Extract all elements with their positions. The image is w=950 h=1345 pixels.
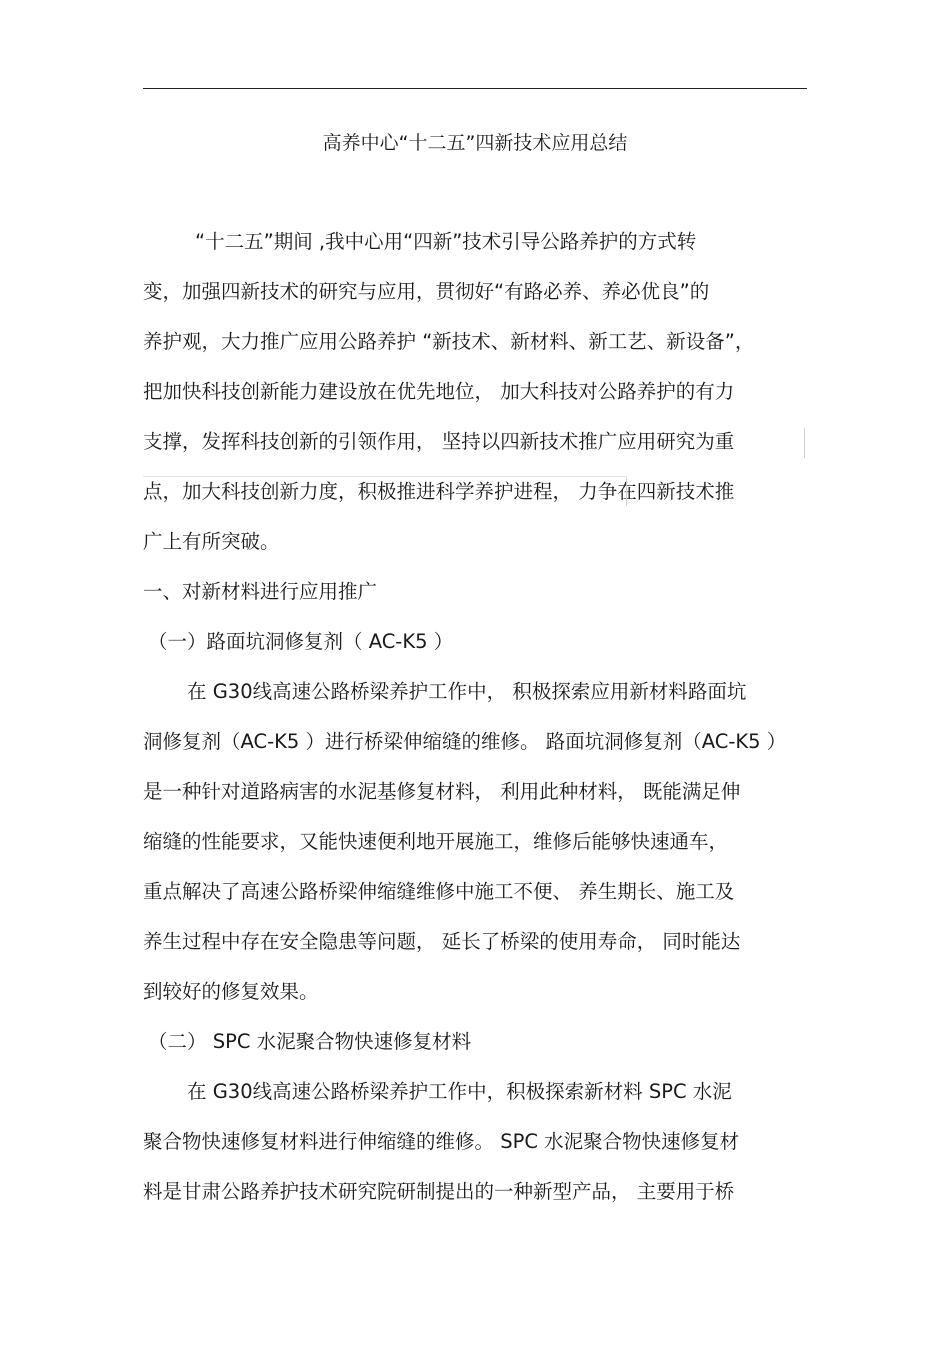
body-line-16: 聚合物快速修复材料进行伸缩缝的维修。 SPC 水泥聚合物快速修复材 [143,1130,740,1153]
body-line-3: 养护观，大力推广应用公路养护 “新技术、新材料、新工艺、新设备”， [143,330,755,353]
body-line-5: 支撑，发挥科技创新的引领作用， 坚持以四新技术推广应用研究为重 [143,430,735,453]
scan-edge-mark [626,478,627,506]
body-line-11: 缩缝的性能要求，又能快速便利地开展施工，维修后能够快速通车， [143,830,729,853]
body-line-2: 变，加强四新技术的研究与应用，贯彻好“有路必养、养必优良”的 [143,280,710,303]
subsection-heading-2: （二） SPC 水泥聚合物快速修复材料 [148,1030,472,1053]
document-title: 高养中心“十二五”四新技术应用总结 [322,132,628,154]
body-line-12: 重点解决了高速公路桥梁伸缩缝维修中施工不便、 养生期长、施工及 [143,880,735,903]
section-heading-1: 一、对新材料进行应用推广 [143,580,378,603]
body-line-6: 点，加大科技创新力度，积极推进科学养护进程， 力争在四新技术推 [143,480,735,503]
header-rule [143,88,807,89]
body-line-9: 洞修复剂（AC-K5 ）进行桥梁伸缩缝的维修。 路面坑洞修复剂（AC-K5 ） [143,730,787,753]
body-line-1: “十二五”期间 ,我中心用“四新”技术引导公路养护的方式转 [195,230,697,253]
scan-underline-mark [143,476,627,477]
body-line-17: 料是甘肃公路养护技术研究院研制提出的一种新型产品， 主要用于桥 [143,1180,735,1203]
body-line-13: 养生过程中存在安全隐患等问题， 延长了桥梁的使用寿命， 同时能达 [143,930,741,953]
body-line-4: 把加快科技创新能力建设放在优先地位， 加大科技对公路养护的有力 [143,380,735,403]
body-line-7: 广上有所突破。 [143,530,280,553]
body-line-10: 是一种针对道路病害的水泥基修复材料， 利用此种材料， 既能满足伸 [143,780,741,803]
body-line-8: 在 G30线高速公路桥梁养护工作中， 积极探索应用新材料路面坑 [187,680,747,703]
body-line-14: 到较好的修复效果。 [143,980,319,1003]
subsection-heading-1: （一）路面坑洞修复剂（ AC-K5 ） [148,630,454,653]
body-line-15: 在 G30线高速公路桥梁养护工作中，积极探索新材料 SPC 水泥 [187,1080,732,1103]
scan-edge-mark [804,428,805,458]
